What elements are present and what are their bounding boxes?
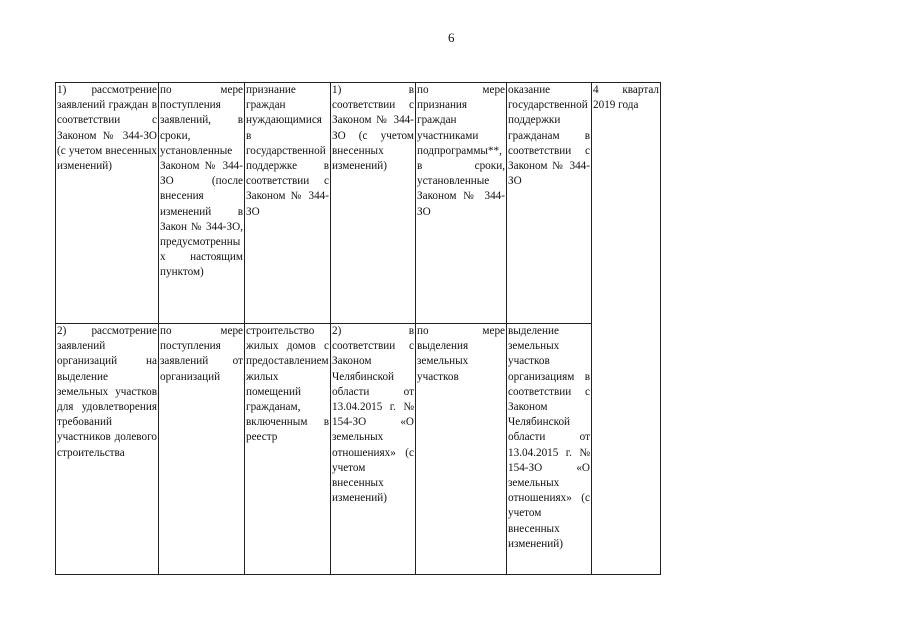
page-number: 6 [448, 30, 455, 45]
table-cell: 2) рассмотрение заявлений организаций на выделение земельных участков для удовлетворения требований участников долевого строительства [56, 324, 159, 575]
table-row [56, 324, 661, 575]
deadline-cell: 4 квартал 2019 года [592, 83, 661, 575]
table-cell: 2) в соответствии с Законом Челябинской области от 13.04.2015 г. № 154-ЗО «О земельных отношениях» (с учетом внесенных изменений) [331, 324, 416, 575]
table-cell: 1) рассмотрение заявлений граждан в соответствии с Законом № 344-ЗО (с учетом внесенных изменений) [56, 83, 159, 324]
table-cell: по мере выделения земельных участков [416, 324, 507, 575]
table-row [56, 83, 661, 324]
table-cell: выделение земельных участков организациям в соответствии с Законом Челябинской области от 13.04.2015 г. № 154-ЗО «О земельных отношениях» (с учетом внесенных изменений) [507, 324, 592, 575]
table-cell: по мере поступления заявлений от организаций [159, 324, 245, 575]
table-cell: строительство жилых домов с предоставлением жилых помещений гражданам, включенным в реестр [245, 324, 331, 575]
table-cell: признание граждан нуждающимися в государственной поддержке в соответствии с Законом № 344-ЗО [245, 83, 331, 324]
table-cell: по мере признания граждан участниками подпрограммы**, в сроки, установленные Законом № 344-ЗО [416, 83, 507, 324]
table-cell: по мере поступления заявлений, в сроки, установленные Законом № 344-ЗО (после внесения изменений в Закон № 344-ЗО, предусмотренных настоящим пунктом) [159, 83, 245, 324]
table-cell: 1) в соответствии с Законом № 344-ЗО (с учетом внесенных изменений) [331, 83, 416, 324]
table-cell: оказание государственной поддержки гражданам в соответствии с Законом № 344-ЗО [507, 83, 592, 324]
measures-table [55, 82, 661, 575]
